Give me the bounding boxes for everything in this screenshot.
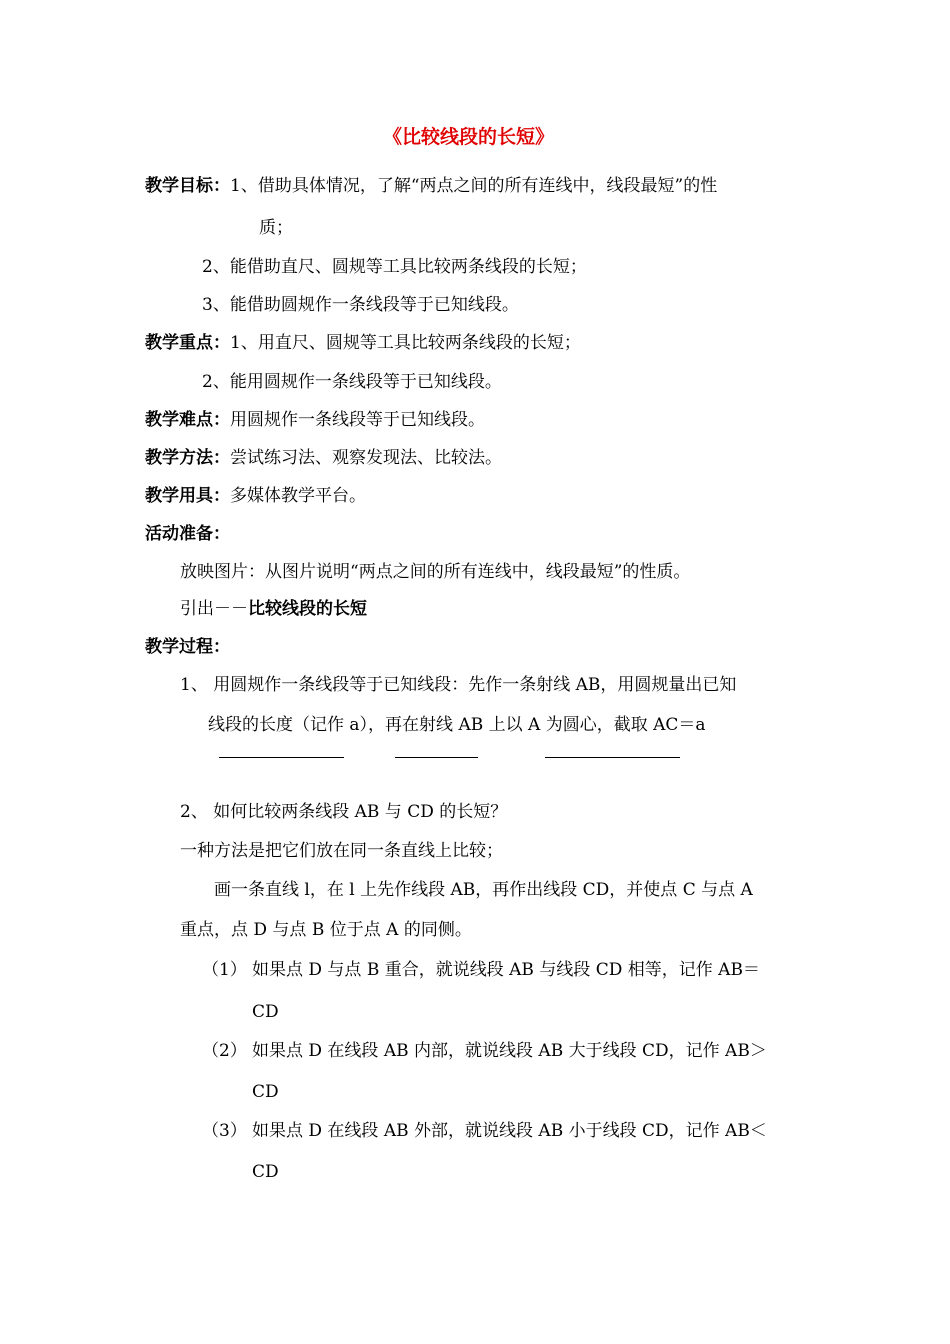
case-2-text: 如果点 D 在线段 AB 内部，就说线段 AB 大于线段 CD，记作 AB＞ <box>252 1041 767 1061</box>
methods-text: 尝试练习法、观察发现法、比较法。 <box>230 448 502 468</box>
case-2-text-cont: CD <box>252 1082 279 1102</box>
key-points-label: 教学重点： <box>145 333 230 353</box>
method-intro: 一种方法是把它们放在同一条直线上比较； <box>180 841 503 861</box>
segment-line-2 <box>395 757 478 758</box>
case-1-text-cont: CD <box>252 1002 279 1022</box>
difficulty-label: 教学难点： <box>145 410 230 430</box>
case-3-number: （3） <box>202 1121 247 1141</box>
preparation-topic: 比较线段的长短 <box>248 599 367 619</box>
case-1-text: 如果点 D 与点 B 重合，就说线段 AB 与线段 CD 相等，记作 AB＝ <box>252 960 760 980</box>
process-step-1-cont: 线段的长度（记作 a），再在射线 AB 上以 A 为圆心，截取 AC＝a <box>208 715 706 735</box>
segment-line-3 <box>545 757 680 758</box>
page-title: 《比较线段的长短》 <box>383 126 555 148</box>
segment-line-1 <box>219 757 344 758</box>
process-label: 教学过程： <box>145 637 230 657</box>
key-points-item-1: 1、用直尺、圆规等工具比较两条线段的长短； <box>230 333 581 353</box>
preparation-label: 活动准备： <box>145 524 230 544</box>
preparation-prefix: 引出－－ <box>180 599 248 619</box>
key-points-item-2: 2、能用圆规作一条线段等于已知线段。 <box>202 372 502 392</box>
tools-text: 多媒体教学平台。 <box>230 486 366 506</box>
difficulty-text: 用圆规作一条线段等于已知线段。 <box>230 410 485 430</box>
draw-instruction: 画一条直线 l，在 l 上先作线段 AB，再作出线段 CD，并使点 C 与点 A <box>214 880 753 900</box>
objectives-label: 教学目标： <box>145 176 230 196</box>
objectives-line-1 <box>145 175 717 197</box>
case-2-number: （2） <box>202 1041 247 1061</box>
case-1-number: （1） <box>202 960 247 980</box>
case-3-text-cont: CD <box>252 1162 279 1182</box>
tools-label: 教学用具： <box>145 486 230 506</box>
objectives-item-1: 1、借助具体情况，了解“两点之间的所有连线中，线段最短”的性 <box>230 176 718 196</box>
objectives-item-3: 3、能借助圆规作一条线段等于已知线段。 <box>202 295 519 315</box>
draw-instruction-cont: 重点，点 D 与点 B 位于点 A 的同侧。 <box>180 920 472 940</box>
process-step-1: 1、 用圆规作一条线段等于已知线段：先作一条射线 AB，用圆规量出已知 <box>180 675 737 695</box>
case-3-text: 如果点 D 在线段 AB 外部，就说线段 AB 小于线段 CD，记作 AB＜ <box>252 1121 767 1141</box>
difficulty-line <box>145 409 485 431</box>
tools-line <box>145 485 366 507</box>
objectives-item-2: 2、能借助直尺、圆规等工具比较两条线段的长短； <box>202 257 587 277</box>
methods-label: 教学方法： <box>145 448 230 468</box>
preparation-line-2 <box>180 598 367 620</box>
process-step-2: 2、 如何比较两条线段 AB 与 CD 的长短？ <box>180 802 508 822</box>
objectives-item-1-cont: 质； <box>259 218 293 238</box>
preparation-line-1: 放映图片：从图片说明“两点之间的所有连线中，线段最短”的性质。 <box>180 562 691 582</box>
methods-line <box>145 447 502 469</box>
key-points-line-1 <box>145 332 581 354</box>
